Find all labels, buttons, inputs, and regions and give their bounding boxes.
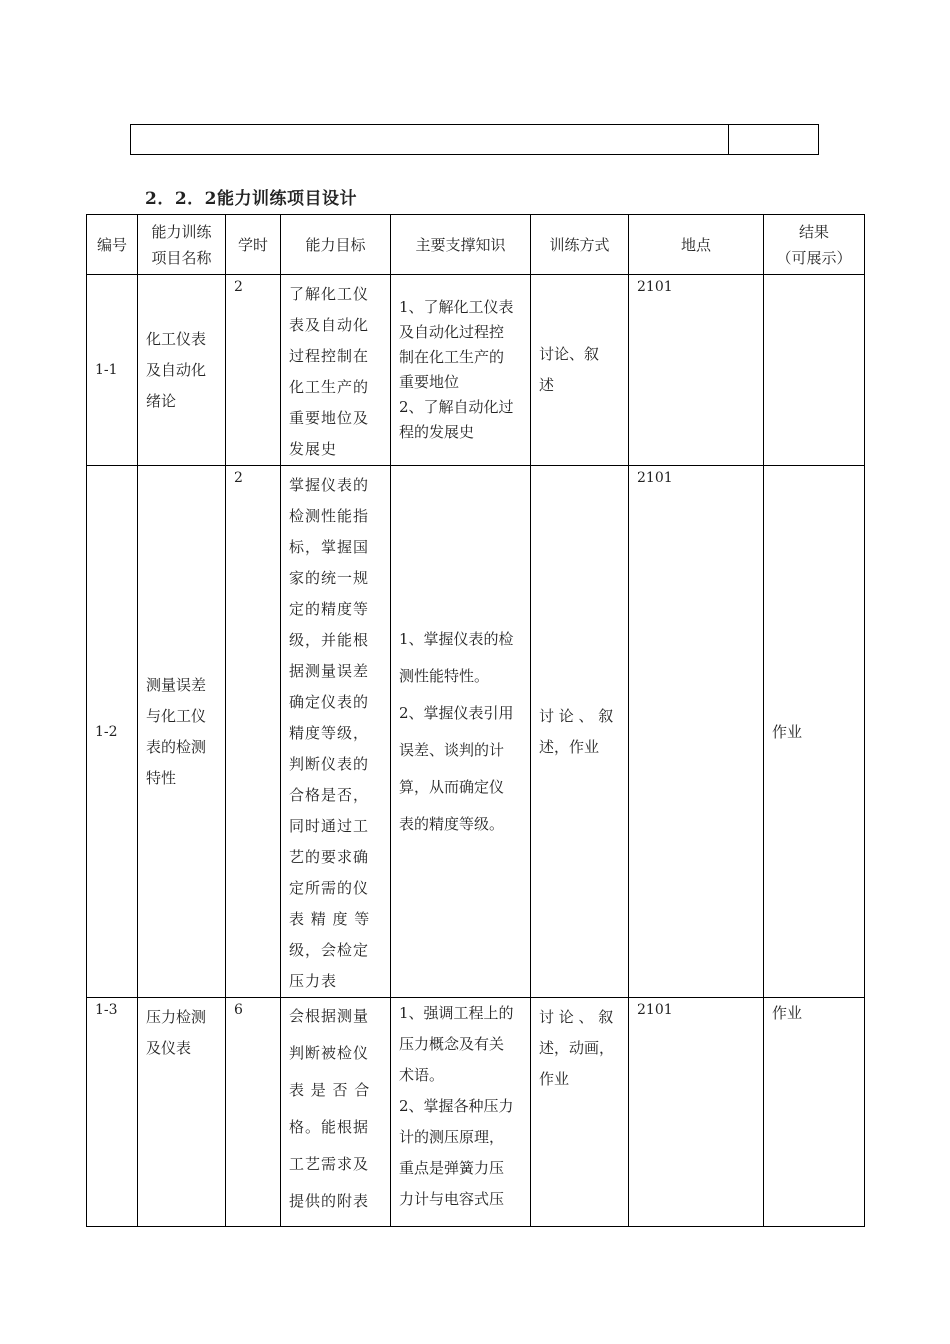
header-row bbox=[87, 215, 865, 275]
header-result: 结果 （可展示） bbox=[764, 215, 865, 275]
row-knowledge: 1、强调工程上的 压力概念及有关 术语。 2、掌握各种压力 计的测压原理， 重点是弹簧力压 力计与电容式压 bbox=[391, 998, 531, 1227]
row-method: 讨 论 、 叙 述，动画， 作业 bbox=[531, 998, 629, 1227]
header-method: 训练方式 bbox=[531, 215, 629, 275]
row-goal: 了解化工仪 表及自动化 过程控制在 化工生产的 重要地位及 发展史 bbox=[281, 275, 391, 466]
training-plan-table bbox=[86, 214, 865, 1227]
row-knowledge: 1、掌握仪表的检 测性能特性。 2、掌握仪表引用 误差、谈判的计 算，从而确定仪 表的精度等级。 bbox=[391, 466, 531, 998]
header-place: 地点 bbox=[629, 215, 764, 275]
header-hours: 学时 bbox=[226, 215, 281, 275]
row-name: 测量误差 与化工仪 表的检测 特性 bbox=[138, 466, 226, 998]
header-goal: 能力目标 bbox=[281, 215, 391, 275]
row-place: 2101 bbox=[629, 466, 764, 998]
row-place: 2101 bbox=[629, 275, 764, 466]
row-place: 2101 bbox=[629, 998, 764, 1227]
table-row bbox=[87, 998, 865, 1227]
header-knowledge: 主要支撑知识 bbox=[391, 215, 531, 275]
row-id: 1-2 bbox=[87, 466, 138, 998]
top-table-divider bbox=[728, 125, 729, 154]
header-id: 编号 bbox=[87, 215, 138, 275]
row-goal: 掌握仪表的 检测性能指 标，掌握国 家的统一规 定的精度等 级，并能根 据测量误差 确定仪表的 精度等级， 判断仪表的 合格是否， 同时通过工 艺的要求确 定所需的仪 表 精 度 等 级，会检定 压力表 bbox=[281, 466, 391, 998]
row-hours: 2 bbox=[226, 275, 281, 466]
row-name: 压力检测 及仪表 bbox=[138, 998, 226, 1227]
row-id: 1-1 bbox=[87, 275, 138, 466]
row-method: 讨 论 、 叙 述，作业 bbox=[531, 466, 629, 998]
row-hours: 2 bbox=[226, 466, 281, 998]
header-name: 能力训练 项目名称 bbox=[138, 215, 226, 275]
top-table-fragment bbox=[130, 124, 819, 155]
row-result: 作业 bbox=[764, 998, 865, 1227]
table-row bbox=[87, 466, 865, 998]
row-goal: 会根据测量 判断被检仪 表 是 否 合 格。能根据 工艺需求及 提供的附表 bbox=[281, 998, 391, 1227]
row-result: 作业 bbox=[764, 466, 865, 998]
row-knowledge: 1、了解化工仪表 及自动化过程控 制在化工生产的 重要地位 2、了解自动化过 程的发展史 bbox=[391, 275, 531, 466]
table-row bbox=[87, 275, 865, 466]
row-method: 讨论、叙 述 bbox=[531, 275, 629, 466]
row-name: 化工仪表 及自动化 绪论 bbox=[138, 275, 226, 466]
row-id: 1-3 bbox=[87, 998, 138, 1227]
row-hours: 6 bbox=[226, 998, 281, 1227]
row-result bbox=[764, 275, 865, 466]
section-title: 2．2．2能力训练项目设计 bbox=[145, 189, 357, 209]
